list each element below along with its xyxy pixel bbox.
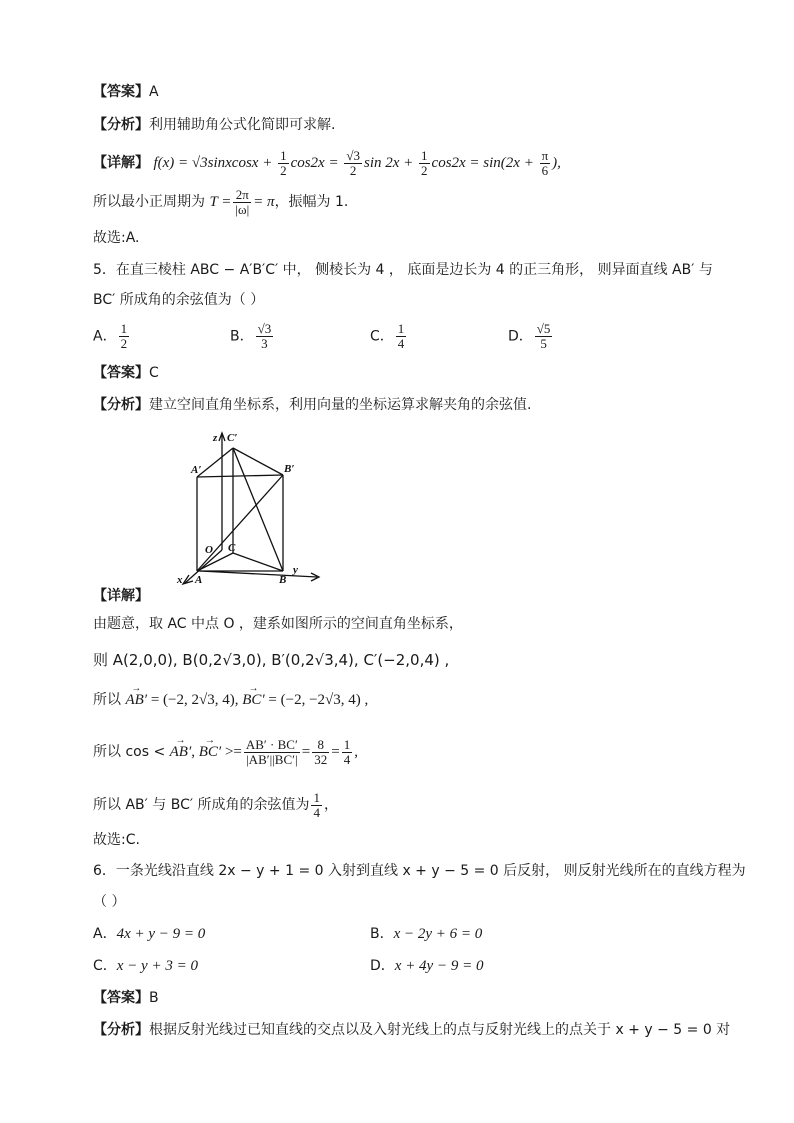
q5-detail-line1: 由题意，取 AC 中点 O ，建系如图所示的空间直角坐标系，	[93, 616, 463, 632]
q5-answer: C	[149, 365, 159, 381]
q4-period-tail: ，振幅为 1.	[274, 194, 349, 210]
cos-frac-8-32: $\frac{8}{32}$	[314, 736, 328, 767]
label-z: z	[213, 432, 218, 444]
edge-a1c1	[197, 448, 233, 477]
q5-option-b: B． $\frac{√3}{3}$	[230, 321, 272, 351]
analysis-tag: 【分析】	[93, 117, 149, 133]
edge-c1b1	[233, 448, 283, 475]
q5-vector-line: 所以 → AB′ = (−2, 2√3, 4), → BC′ = (−2, −2√3, 4) ,	[93, 690, 714, 710]
q4-frac-sqrt3-half: $\frac{√3}{2}$	[346, 147, 360, 178]
q4-period-line	[93, 187, 714, 217]
q4-frac-half-2: $\frac{1}{2}$	[421, 147, 428, 178]
cos-fraction: $\frac{AB' \cdot BC'}{|AB'||BC'|}$	[245, 736, 298, 767]
label-b1: B′	[284, 463, 295, 475]
q4-detail-lead: f(x) = √3sinxcosx +	[153, 155, 277, 171]
q4-analysis-line	[93, 115, 714, 135]
q4-period-text: 所以最小正周期为	[93, 194, 205, 210]
label-a: A	[195, 574, 203, 586]
q6-option-a: A．4x + y − 9 = 0	[93, 926, 206, 942]
label-a1: A′	[191, 464, 202, 476]
prism-figure	[165, 425, 335, 595]
q5-detail-tag-line: 【详解】	[93, 588, 149, 604]
q5-cos-line: 所以 cos < → AB′, → BC′ >= $\frac{AB' \cdot BC'}{|AB'||BC'|}$ = $\frac{8}{32}$ = $\frac{1}{4}$ ,	[93, 732, 714, 772]
q5-option-a: A． $\frac{1}{2}$	[93, 321, 128, 351]
q6-option-b: B．x − 2y + 6 = 0	[370, 926, 483, 942]
x-axis	[185, 550, 222, 583]
q4-period-frac: $\frac{2\pi}{|\omega|}$	[235, 186, 250, 217]
q6-answer: B	[149, 990, 159, 1006]
label-y: y	[293, 564, 298, 576]
y-axis	[200, 571, 317, 577]
q5-result-line: 所以 AB′ 与 BC′ 所成角的余弦值为 $\frac{1}{4}$ ，	[93, 789, 338, 820]
q5-detail-line2: 则 A(2,0,0), B(0,2√3,0), B′(0,2√3,4), C′(−2,0,4) ,	[93, 651, 450, 669]
q4-conclusion: 故选:A.	[93, 230, 140, 246]
q4-period-formula: T =	[209, 194, 232, 210]
q5-option-c: C． $\frac{1}{4}$	[370, 321, 405, 351]
label-c: C	[228, 542, 236, 554]
q6-analysis: 根据反射光线过已知直线的交点以及入射光线上的点与反射光线上的点关于 x + y − 5 = 0 对	[149, 1022, 731, 1038]
result-frac: $\frac{1}{4}$	[313, 789, 320, 820]
q5-answer-line: 【答案】C	[93, 365, 159, 381]
q6-answer-line: 【答案】B	[93, 990, 159, 1006]
label-c1: C′	[227, 432, 238, 444]
label-b: B	[279, 574, 287, 586]
q4-answer-line	[93, 82, 714, 102]
q4-detail-part1: cos2x =	[290, 155, 343, 171]
edge-a1b1	[197, 475, 283, 477]
q4-detail-part2: sin 2x +	[363, 155, 418, 171]
q5-analysis: 建立空间直角坐标系，利用向量的坐标运算求解夹角的余弦值.	[149, 397, 532, 413]
q4-frac-half-1: $\frac{1}{2}$	[280, 147, 287, 178]
q4-answer: A	[149, 84, 159, 100]
segment-bc1	[233, 448, 283, 571]
detail-tag: 【详解】	[93, 155, 149, 171]
edge-cb	[233, 553, 283, 571]
q5-option-d: D． $\frac{√5}{5}$	[508, 321, 551, 351]
segment-ab1	[197, 475, 283, 571]
q5-stem-line2: BC′ 所成角的余弦值为（ ）	[93, 292, 265, 308]
q5-analysis-line: 【分析】建立空间直角坐标系，利用向量的坐标运算求解夹角的余弦值.	[93, 397, 532, 413]
vector-ab1: → AB′	[125, 690, 147, 710]
q6-option-d: D．x + 4y − 9 = 0	[370, 958, 484, 974]
q6-stem-line2: （ ）	[93, 894, 126, 910]
q6-analysis-line: 【分析】根据反射光线过已知直线的交点以及入射光线上的点与反射光线上的点关于 x + y − 5 = 0 对	[93, 1022, 731, 1038]
q5-conclusion: 故选:C.	[93, 832, 140, 848]
q4-analysis: 利用辅助角公式化简即可求解.	[149, 117, 336, 133]
cos-frac-1-4: $\frac{1}{4}$	[343, 736, 351, 767]
label-x: x	[177, 574, 183, 586]
label-o: O	[205, 544, 213, 556]
q4-period-eq: = π	[253, 194, 275, 210]
q4-detail-part3: cos2x = sin(2x +	[431, 155, 538, 171]
vector-bc1: → BC′	[242, 690, 264, 710]
q4-detail-line	[93, 148, 714, 178]
q5-stem-line1: 5．在直三棱柱 ABC − A′B′C′ 中， 侧棱长为 4 ， 底面是边长为 4 的正三角形， 则异面直线 AB′ 与	[93, 262, 713, 278]
q4-frac-pi-6: $\frac{\pi}{6}$	[541, 147, 549, 178]
answer-tag: 【答案】	[93, 84, 149, 100]
q4-detail-end: ),	[552, 155, 561, 171]
q6-option-c: C．x − y + 3 = 0	[93, 958, 198, 974]
q6-stem-line1: 6．一条光线沿直线 2x − y + 1 = 0 入射到直线 x + y − 5 = 0 后反射， 则反射光线所在的直线方程为	[93, 863, 746, 879]
